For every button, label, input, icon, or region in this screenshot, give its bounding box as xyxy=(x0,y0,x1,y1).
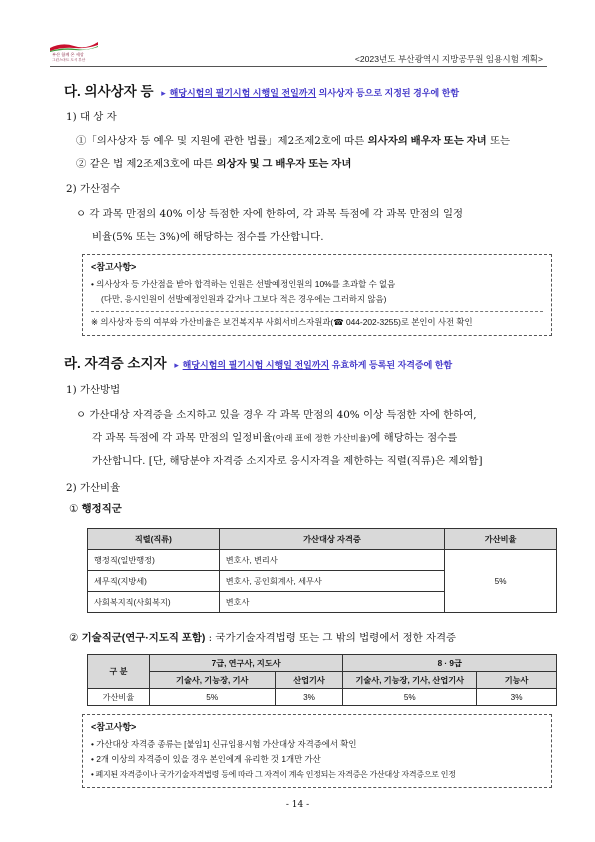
notebox-title: <참고사항> xyxy=(91,722,137,732)
target-item-1: ①「의사상자 등 예우 및 지원에 관한 법률」제2조제2호에 따른 의사자의 배우자 또는 자녀 또는 xyxy=(76,135,511,147)
method-line-2: 각 과목 득점에 각 과목 만점의 일정비율(아래 표에 정한 가산비율)에 해당하는 점수를 xyxy=(92,432,458,444)
target-item-2: ② 같은 법 제2조제3호에 따른 의상자 및 그 배우자 또는 자녀 xyxy=(76,158,352,170)
target-item-1-bold: 의사자의 배우자 또는 자녀 xyxy=(367,136,487,147)
ratio-heading: 2) 가산비율 xyxy=(66,482,121,494)
table-subheader: 기능사 xyxy=(477,672,557,689)
notebox-row: • 의사상자 등 가산점을 받아 합격하는 인원은 선발예정인원의 10%를 초과할 수 없음 xyxy=(91,279,396,289)
admin-bonus-table xyxy=(87,528,557,613)
page-header-title: <2023년도 부산광역시 지방공무원 임용시험 계획> xyxy=(354,54,543,64)
section-da-heading xyxy=(64,80,459,100)
arrow-icon: ▸ xyxy=(161,88,166,98)
target-item-2-bold: 의상자 및 그 배우자 또는 자녀 xyxy=(216,159,352,170)
section-da-note-underlined: 해당시험의 필기시험 시행일 전일까지 xyxy=(169,88,317,98)
tech-heading: ② 기술직군(연구·지도직 포함) : 국가기술자격법령 또는 그 밖의 법령에서 정한 자격증 xyxy=(69,632,457,644)
reference-notebox-1 xyxy=(82,254,552,336)
logo-text-sub: 그린스마트 도시 부산 xyxy=(52,58,86,62)
notebox-row: • 2개 이상의 자격증이 있을 경우 본인에게 유리한 것 1개만 가산 xyxy=(91,754,321,764)
tech-bonus-table xyxy=(87,654,557,706)
table-header: 7급, 연구사, 지도사 xyxy=(149,655,343,672)
header-divider xyxy=(50,66,547,67)
method-line-1: ㅇ 가산대상 자격증을 소지하고 있을 경우 각 과목 만점의 40% 이상 득점한 자에 한하여, xyxy=(76,409,477,421)
page-number: - 14 - xyxy=(285,800,310,810)
notebox-row: • 폐지된 자격증이나 국가기술자격법령 등에 따라 그 자격이 계속 인정되는 자격증은 가산대상 자격증으로 인정 xyxy=(91,770,456,779)
section-da-note-rest: 의사상자 등으로 지정된 경우에 한함 xyxy=(316,88,460,98)
table-subheader: 기술사, 기능장, 기사, 산업기사 xyxy=(343,672,477,689)
reference-notebox-2 xyxy=(82,714,552,788)
table-row: 가산비율 5% 3% 5% 3% xyxy=(88,689,557,706)
section-ra-note-rest: 유효하게 등록된 자격증에 한함 xyxy=(329,360,453,370)
notebox-divider xyxy=(91,311,543,312)
logo-flag-icon xyxy=(50,42,98,52)
notebox-row: • 가산대상 자격증 종류는 [붙임1] 신규임용시험 가산대상 자격증에서 확인 xyxy=(91,739,357,749)
table-header: 가산비율 xyxy=(445,529,557,550)
method-heading: 1) 가산방법 xyxy=(66,384,121,396)
method-line-3: 가산합니다. [단, 해당분야 자격증 소지자로 응시자격을 제한하는 직렬(직류)은 제외함] xyxy=(92,455,483,467)
section-ra-title: 라. 자격증 소지자 xyxy=(64,356,167,371)
table-row: 행정직(일반행정) 변호사, 변리사 5% xyxy=(88,550,557,571)
arrow-icon: ▸ xyxy=(174,360,179,370)
bonus-line-1: ㅇ 각 과목 만점의 40% 이상 득점한 자에 한하여, 각 과목 득점에 각 과목 만점의 일정 xyxy=(76,208,464,220)
table-row: 사회복지직(사회복지) 변호사 xyxy=(88,592,557,613)
busan-logo xyxy=(50,42,98,66)
admin-heading: ① 행정직군 xyxy=(69,503,122,515)
target-heading: 1) 대 상 자 xyxy=(66,111,117,123)
section-ra-heading xyxy=(64,352,452,372)
logo-text-main: 부산 함께 온 세상 xyxy=(52,52,84,57)
table-subheader: 산업기사 xyxy=(275,672,343,689)
table-subheader: 기술사, 기능장, 기사 xyxy=(149,672,275,689)
table-header: 구 분 xyxy=(88,655,150,689)
notebox-row: (다만, 응시인원이 선발예정인원과 같거나 그보다 적은 경우에는 그러하지 않음) xyxy=(101,294,387,304)
table-header: 8 · 9급 xyxy=(343,655,557,672)
notebox-title: <참고사항> xyxy=(91,262,137,272)
bonus-line-2: 비율(5% 또는 3%)에 해당하는 점수를 가산합니다. xyxy=(92,231,324,243)
notebox-row: ※ 의사상자 등의 여부와 가산비율은 보건복지부 사회서비스자원과(☎ 044-202-3255)로 본인이 사전 확인 xyxy=(91,317,473,327)
table-row: 세무직(지방세) 변호사, 공인회계사, 세무사 xyxy=(88,571,557,592)
bonus-heading: 2) 가산점수 xyxy=(66,183,121,195)
table-header: 가산대상 자격증 xyxy=(219,529,444,550)
table-header: 직렬(직류) xyxy=(88,529,220,550)
section-ra-note-underlined: 해당시험의 필기시험 시행일 전일까지 xyxy=(182,360,330,370)
admin-rate: 5% xyxy=(445,550,557,613)
section-da-title: 다. 의사상자 등 xyxy=(64,84,154,99)
